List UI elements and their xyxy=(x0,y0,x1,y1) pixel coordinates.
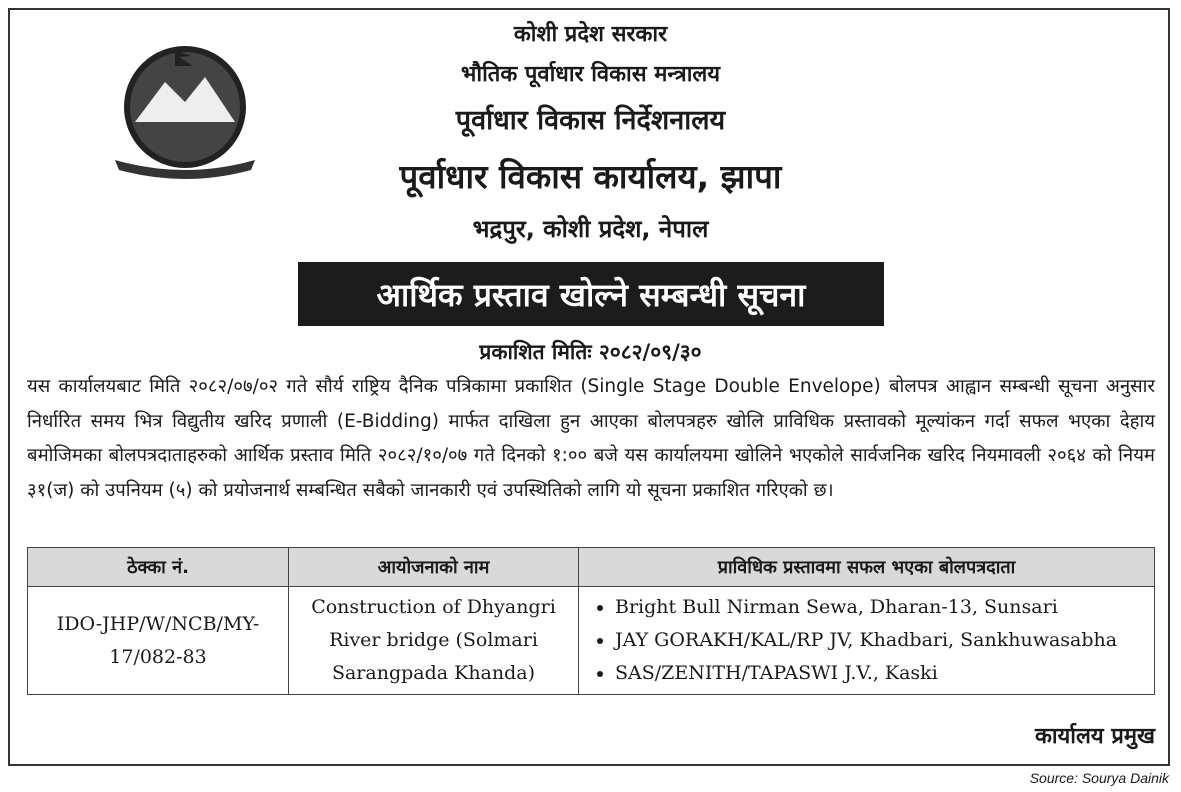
source-credit: Source: Sourya Dainik xyxy=(1029,770,1169,786)
header-contract-no: ठेक्का नं. xyxy=(28,548,289,587)
notice-title: आर्थिक प्रस्ताव खोल्ने सम्बन्धी सूचना xyxy=(298,262,884,326)
contract-no-cell: IDO-JHP/W/NCB/MY-17/082-83 xyxy=(28,587,289,695)
table-header-row xyxy=(28,548,1155,587)
header-line-3: पूर्वाधार विकास निर्देशनालय xyxy=(455,105,726,136)
office-name: पूर्वाधार विकास कार्यालय, झापा xyxy=(399,157,782,196)
bidder-item: • SAS/ZENITH/TAPASWI J.V., Kaski xyxy=(615,657,1144,690)
header-line-1: कोशी प्रदेश सरकार xyxy=(513,22,668,47)
bidder-item: • Bright Bull Nirman Sewa, Dharan-13, Sunsari xyxy=(615,591,1144,624)
table-row xyxy=(28,587,1155,695)
bidder-item: • JAY GORAKH/KAL/RP JV, Khadbari, Sankhuwasabha xyxy=(615,624,1144,657)
office-address: भद्रपुर, कोशी प्रदेश, नेपाल xyxy=(472,215,709,243)
bidders-cell xyxy=(579,587,1155,695)
project-name-cell: Construction of Dhyangri River bridge (Solmari Sarangpada Khanda) xyxy=(289,587,579,695)
header-line-2: भौतिक पूर्वाधार विकास मन्त्रालय xyxy=(460,62,721,87)
signature: कार्यालय प्रमुख xyxy=(1034,724,1155,749)
header-bidders: प्राविधिक प्रस्तावमा सफल भएका बोलपत्रदाता xyxy=(579,548,1155,587)
notice-body: यस कार्यालयबाट मिति २०८२/०७/०२ गते सौर्य राष्ट्रिय दैनिक पत्रिकामा प्रकाशित (Single Stage Double Envelope) बोलपत्र आह्वान सम्बन्धी सूचना अनुसार निर्धारित समय भित्र विद्युतीय खरिद प्रणाली (E-Bidding) मार्फत दाखिला हुन आएका बोलपत्रहरु खोलि प्राविधिक प्रस्तावको मूल्यांकन गर्दा सफल भएका देहाय बमोजिमका बोलपत्रदाताहरुको आर्थिक प्रस्ताव मिति २०८२/१०/०७ गते दिनको १:०० बजे यस कार्यालयमा खोलिने भएकोले सार्वजनिक खरिद नियमावली २०६४ को नियम ३१(ज) को उपनियम (५) को प्रयोजनार्थ सम्बन्धित सबैको जानकारी एवं उपस्थितिको लागि यो सूचना प्रकाशित गरिएको छ। xyxy=(27,376,1155,501)
bidders-table xyxy=(27,547,1155,695)
published-date: प्रकाशित मितिः २०८२/०९/३० xyxy=(479,340,702,364)
header-project-name: आयोजनाको नाम xyxy=(289,548,579,587)
